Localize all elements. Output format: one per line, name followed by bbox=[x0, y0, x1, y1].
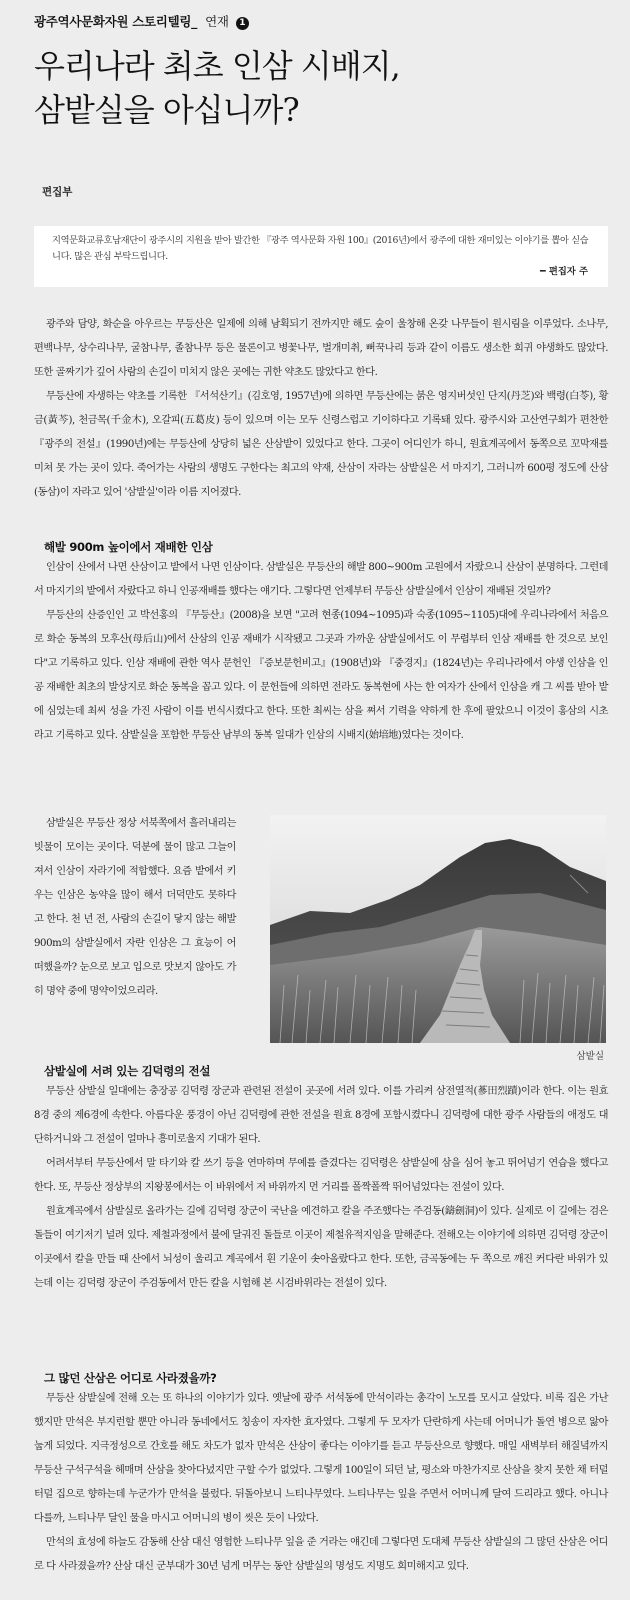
section-2-heading: 삼밭실에 서려 있는 김덕령의 전설 bbox=[44, 1064, 211, 1078]
editor-note-box bbox=[34, 226, 608, 287]
byline: 편집부 bbox=[42, 186, 73, 198]
section-2-paragraph-1: 무등산 삼밭실 일대에는 충장공 김덕령 장군과 관련된 전설이 곳곳에 서려 있다. 이를 가리켜 삼전열적(蔘田烈蹟)이라 한다. 이는 원효 8경 중의 제6경에 속한다. 아름다운 풍경이 아닌 김덕령에 관한 전설을 원효 8경에 포함시켰다니 김덕령에 대한 광주 사람들의 애정도 대단하거니와 그 전설이 얼마나 흥미로울지 기대가 된다. bbox=[34, 1086, 608, 1145]
article-title bbox=[34, 44, 614, 132]
intro-body bbox=[34, 313, 608, 505]
section-2-paragraph-2: 어려서부터 무등산에서 말 타기와 칼 쓰기 등을 연마하며 무예를 즐겼다는 김덕령은 삼밭실에 삼을 심어 놓고 뛰어넘기 연습을 했다고 한다. 또, 무등산 정상부의 지왕봉에서는 이 바위에서 저 바위까지 먼 거리를 폴짝폴짝 뛰어넘었다는 전설이 있다. bbox=[34, 1158, 608, 1193]
section-3-body bbox=[34, 1387, 608, 1579]
kicker-series: 연재 bbox=[205, 14, 229, 29]
side-column-text bbox=[34, 812, 236, 1004]
editor-note-text: 지역문화교류호남재단이 광주시의 지원을 받아 발간한 『광주 역사문화 자원 100』(2016년)에서 광주에 대한 재미있는 이야기를 뽑아 싣습니다. 많은 관심 부탁드립니다. bbox=[52, 235, 589, 262]
title-line-1: 우리나라 최초 인삼 시배지, bbox=[34, 47, 400, 85]
samjatsil-photo bbox=[270, 815, 606, 1043]
section-1-heading: 해발 900m 높이에서 재배한 인삼 bbox=[44, 540, 213, 554]
episode-number-badge: 1 bbox=[236, 17, 249, 30]
side-column-paragraph: 삼밭실은 무등산 정상 서북쪽에서 흘러내리는 빗물이 모이는 곳이다. 덕분에 물이 많고 그늘이 져서 인삼이 자라기에 적합했다. 요즘 밭에서 키우는 인삼은 농약을 많이 해서 더덕만도 못하다고 한다. 천 년 전, 사람의 손길이 닿지 않는 해발 900m의 삼밭실에서 자란 인삼은 그 효능이 어떠했을까? 눈으로 보고 입으로 맛보지 않아도 가히 명약 중에 명약이었으리라. bbox=[34, 818, 236, 997]
section-3-paragraph-2: 만석의 효성에 하늘도 감동해 산삼 대신 영험한 느티나무 잎을 준 거라는 얘긴데 그렇다면 도대체 무등산 삼밭실의 그 많던 산삼은 어디로 다 사라졌을까? 산삼 대신 군부대가 30년 넘게 머무는 동안 삼밭실의 명성도 지명도 희미해지고 있다. bbox=[34, 1537, 608, 1572]
section-2-paragraph-3: 원효계곡에서 삼밭실로 올라가는 길에 김덕령 장군이 국난을 예견하고 칼을 주조했다는 주검동(鑄劍洞)이 있다. 실제로 이 길에는 검은 돌들이 여기저기 널려 있다. 제철과정에서 불에 달궈진 돌들로 이곳이 제철유적지임을 말해준다. 전해오는 이야기에 의하면 김덕령 장군이 이곳에서 칼을 만들 때 산에서 뇌성이 울리고 계곡에서 흰 기운이 솟아올랐다고 한다. 또한, 금곡동에는 두 쪽으로 깨진 커다란 바위가 있는데 이는 김덕령 장군이 주검동에서 만든 칼을 시험해 본 시검바위라는 전설이 있다. bbox=[34, 1206, 608, 1289]
editor-note-signature: ━ 편집자 주 bbox=[540, 266, 588, 277]
intro-paragraph-1: 광주와 담양, 화순을 아우르는 무등산은 일제에 의해 남획되기 전까지만 해도 숲이 울창해 온갖 나무들이 원시림을 이루었다. 소나무, 편백나무, 상수리나무, 굴참나무, 졸참나무 등은 물론이고 병꽃나무, 벌개미취, 뻐꾹나리 등과 같이 이름도 생소한 희귀 야생화도 많았다. 또한 골짜기가 깊어 사람의 손길이 미치지 않은 곳에는 귀한 약초도 많았다고 한다. bbox=[34, 319, 608, 378]
mountain-trail-image bbox=[270, 815, 606, 1043]
title-line-2: 삼밭실을 아십니까? bbox=[34, 91, 299, 129]
section-1-paragraph-2: 무등산의 산증인인 고 박선홍의 『무등산』(2008)을 보면 "고려 현종(1094~1095)과 숙종(1095~1105)대에 우리나라에서 처음으로 화순 동복의 모후산(母后山)에서 산삼의 인공 재배가 시작됐고 그곳과 가까운 삼밭실에서도 이 무렵부터 인삼 재배를 한 것으로 보인다"고 기록하고 있다. 인삼 재배에 관한 역사 문헌인 『증보문헌비고』(1908년)와 『중경지』(1824년)는 우리나라에서 야생 인삼을 인공 재배한 최초의 발상지로 화순 동복을 꼽고 있다. 이 문헌들에 의하면 전라도 동복현에 사는 한 여자가 산에서 인삼을 캐 그 씨를 받아 밭에 심었는데 최씨 성을 가진 사람이 이를 번식시켰다고 한다. 또한 최씨는 삼을 쪄서 기력을 약하게 한 후에 팔았으니 이것이 홍삼의 시초라고 기록하고 있다. 삼밭실을 포함한 무등산 남부의 동복 일대가 인삼의 시배지(始培地)였다는 것이다. bbox=[34, 610, 608, 741]
photo-caption: 삼밭실 bbox=[576, 1051, 604, 1062]
section-3-heading: 그 많던 산삼은 어디로 사라졌을까? bbox=[44, 1371, 217, 1385]
section-1-paragraph-1: 인삼이 산에서 나면 산삼이고 밭에서 나면 인삼이다. 삼밭실은 무등산의 해발 800~900m 고원에서 자랐으니 산삼이 분명하다. 그런데 서 마지기의 밭에서 자랐다고 하니 인공재배를 했다는 얘기다. 그렇다면 언제부터 무등산 삼밭실에서 인삼이 재배된 것일까? bbox=[34, 562, 608, 597]
section-1-body bbox=[34, 556, 608, 748]
section-3-paragraph-1: 무등산 삼밭실에 전해 오는 또 하나의 이야기가 있다. 옛날에 광주 서석동에 만석이라는 총각이 노모를 모시고 살았다. 비록 집은 가난했지만 만석은 부지런할 뿐만 아니라 동네에서도 칭송이 자자한 효자였다. 그렇게 두 모자가 단란하게 사는데 어머니가 돌연 병으로 앓아눕게 되었다. 지극정성으로 간호를 해도 차도가 없자 만석은 산삼이 좋다는 이야기를 듣고 무등산으로 향했다. 매일 새벽부터 해질녘까지 무등산 구석구석을 헤매며 산삼을 찾아다녔지만 구할 수가 없었다. 그렇게 100일이 되던 날, 평소와 마찬가지로 산삼을 찾지 못한 채 터덜터덜 집으로 향하는데 누군가가 만석을 불렀다. 뒤돌아보니 느티나무였다. 느티나무는 잎을 주면서 어머니께 달여 드리라고 했다. 아니나 다를까, 느티나무 달인 물을 마시고 어머니의 병이 씻은 듯이 나았다. bbox=[34, 1393, 608, 1524]
kicker-org: 광주역사문화자원 스토리텔링_ bbox=[34, 14, 198, 29]
intro-paragraph-2: 무등산에 자생하는 약초를 기록한 『서석산기』(김호영, 1957년)에 의하면 무등산에는 붉은 영지버섯인 단지(丹芝)와 백령(白苓), 황금(黃芩), 천금목(千金木), 오갈피(五葛皮) 등이 있으며 이는 모두 신령스럽고 기이하다고 기록돼 있다. 광주시와 고산연구회가 편찬한 『광주의 전설』(1990년)에는 무등산에 상당히 넓은 산삼밭이 있었다고 한다. 그곳이 어디인가 하니, 원효계곡에서 동쪽으로 꼬막재를 미쳐 못 가는 곳이 있다. 죽어가는 사람의 생명도 구한다는 최고의 약재, 산삼이 자라는 삼밭실은 서 마지기, 그러니까 600평 정도에 산삼(동삼)이 자라고 있어 '삼밭실'이라 이름 지어졌다. bbox=[34, 391, 608, 498]
section-2-body bbox=[34, 1080, 608, 1296]
series-kicker bbox=[34, 12, 249, 30]
